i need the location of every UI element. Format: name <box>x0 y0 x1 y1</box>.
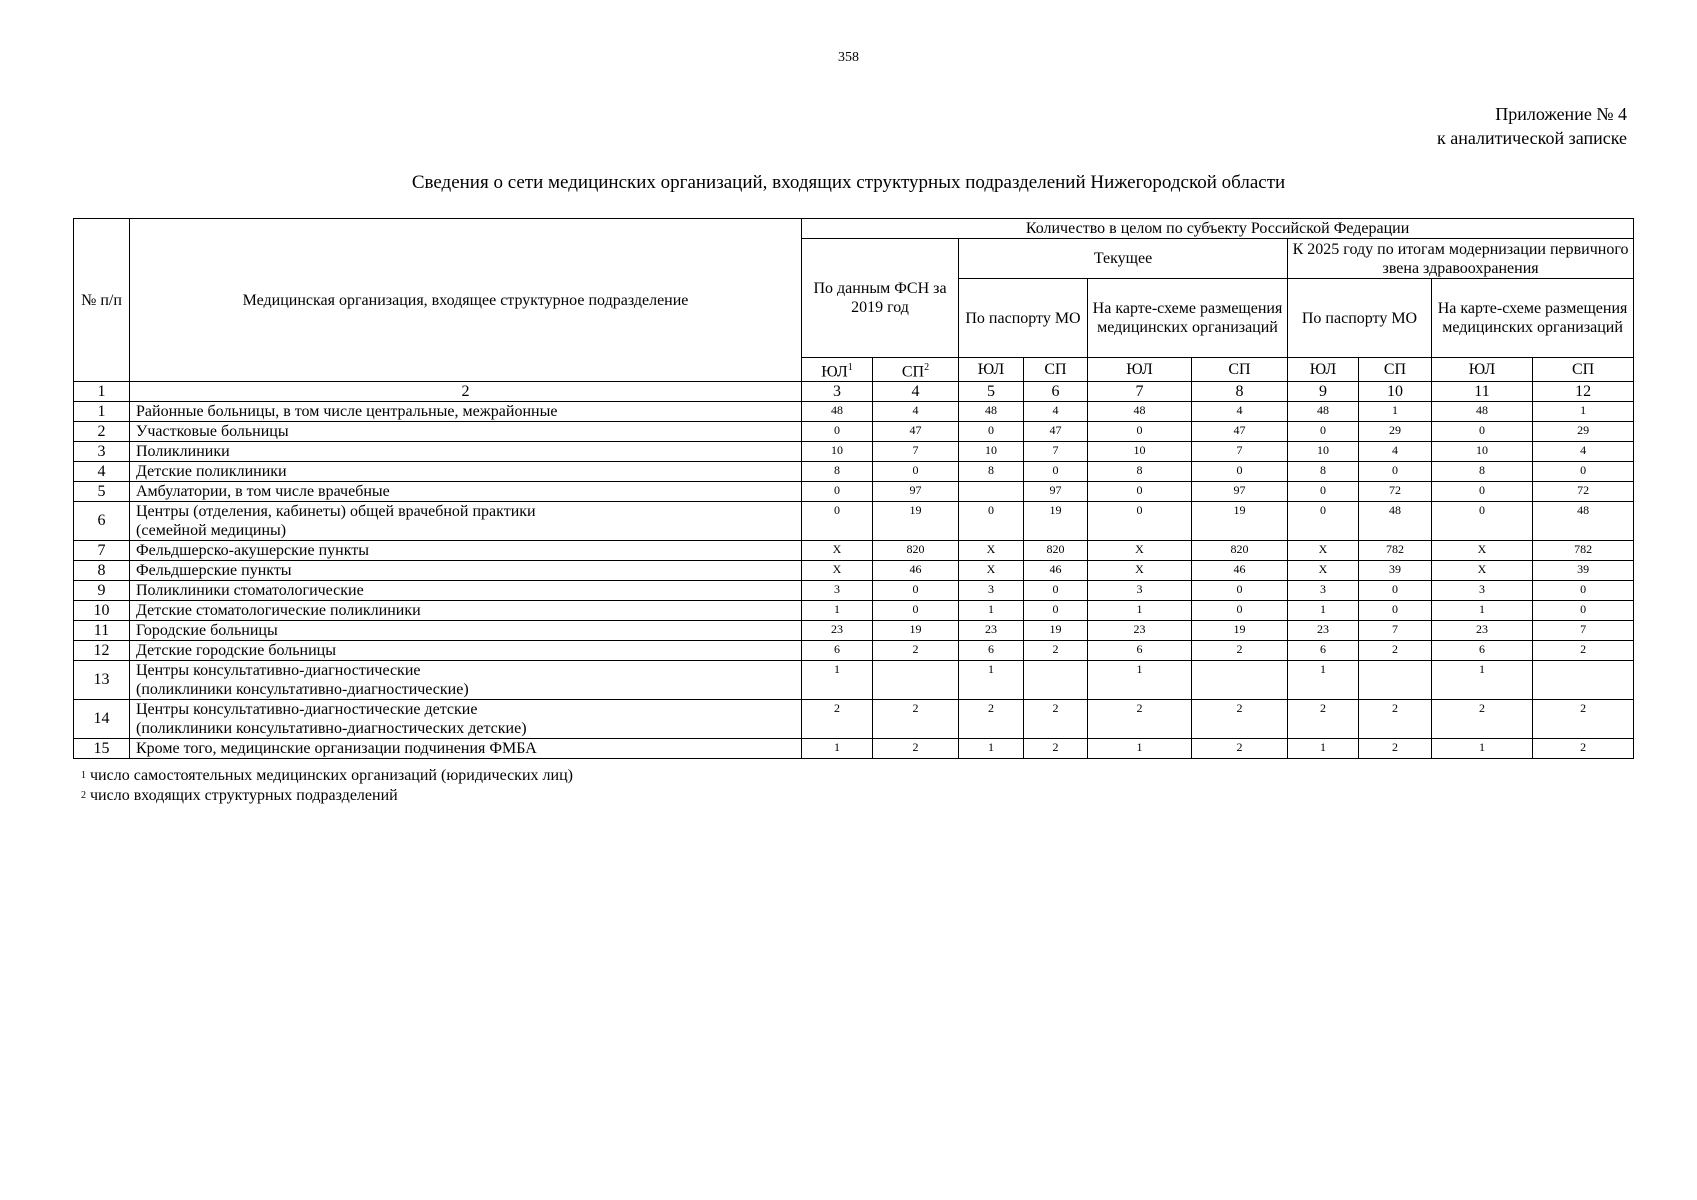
value-cell: 19 <box>1024 502 1088 541</box>
value-cell: 46 <box>873 561 959 581</box>
value-cell: 0 <box>1533 581 1634 601</box>
value-cell: 2 <box>1432 700 1533 739</box>
value-cell: 0 <box>1432 502 1533 541</box>
value-cell <box>1024 661 1088 700</box>
organization-name-line: (семейной медицины) <box>136 522 287 540</box>
column-index-cell: 5 <box>959 382 1024 402</box>
value-cell: 1 <box>959 739 1024 759</box>
value-cell: 2 <box>1024 641 1088 661</box>
value-cell: 23 <box>959 621 1024 641</box>
organization-name <box>130 462 802 482</box>
value-cell: 4 <box>1533 442 1634 462</box>
header-yul: ЮЛ <box>1288 358 1359 382</box>
value-cell: 2 <box>1359 641 1432 661</box>
value-cell: 3 <box>1288 581 1359 601</box>
value-cell: 0 <box>1359 581 1432 601</box>
organization-name-line: Поликлиники стоматологические <box>136 582 364 600</box>
value-cell: Х <box>1088 561 1192 581</box>
value-cell: 0 <box>1432 482 1533 502</box>
value-cell: 4 <box>873 402 959 422</box>
value-cell: 0 <box>873 601 959 621</box>
value-cell: 0 <box>802 422 873 442</box>
value-cell: 1 <box>959 601 1024 621</box>
header-passport-current: По паспорту МО <box>959 279 1088 358</box>
footnote-1: $^1$ число самостоятельных медицинских организаций (юридических лиц) <box>81 767 573 784</box>
value-cell: 1 <box>1288 601 1359 621</box>
value-cell: 1 <box>1432 601 1533 621</box>
value-cell: 0 <box>873 581 959 601</box>
value-cell: 2 <box>1359 700 1432 739</box>
value-cell: 39 <box>1533 561 1634 581</box>
value-cell <box>1533 661 1634 700</box>
value-cell: 0 <box>1288 502 1359 541</box>
value-cell <box>873 661 959 700</box>
value-cell: 6 <box>1088 641 1192 661</box>
organization-name <box>130 541 802 561</box>
value-cell: 72 <box>1359 482 1432 502</box>
value-cell: 0 <box>1192 462 1288 482</box>
value-cell: 47 <box>873 422 959 442</box>
value-cell: 48 <box>1088 402 1192 422</box>
table-row <box>74 661 1634 700</box>
header-sp: СП <box>1359 358 1432 382</box>
organization-name-line: Детские стоматологические поликлиники <box>136 602 421 620</box>
value-cell: 0 <box>1088 422 1192 442</box>
table-row <box>74 541 1634 561</box>
header-organization: Медицинская организация, входящее структурное подразделение <box>130 219 802 382</box>
value-cell: 2 <box>1192 739 1288 759</box>
value-cell: 0 <box>1359 601 1432 621</box>
value-cell: 7 <box>1192 442 1288 462</box>
value-cell: 19 <box>873 621 959 641</box>
header-sp: СП <box>1533 358 1634 382</box>
value-cell: 7 <box>1359 621 1432 641</box>
value-cell: 3 <box>1088 581 1192 601</box>
value-cell: 1 <box>1359 402 1432 422</box>
row-number: 9 <box>74 581 130 601</box>
value-cell: 1 <box>1088 739 1192 759</box>
value-cell: 2 <box>873 739 959 759</box>
column-index-cell: 9 <box>1288 382 1359 402</box>
value-cell: 1 <box>1432 739 1533 759</box>
value-cell <box>1359 661 1432 700</box>
value-cell: 6 <box>1288 641 1359 661</box>
value-cell: 48 <box>1288 402 1359 422</box>
organization-name <box>130 661 802 700</box>
header-map-2025: На карте-схеме размещения медицинских организаций <box>1432 279 1634 358</box>
organization-name-line: Городские больницы <box>136 622 278 640</box>
appendix-line-2: к аналитической записке <box>1437 128 1627 148</box>
header-yul: ЮЛ <box>959 358 1024 382</box>
value-cell: 6 <box>802 641 873 661</box>
value-cell: 4 <box>1024 402 1088 422</box>
value-cell: 29 <box>1359 422 1432 442</box>
page-number: 358 <box>838 50 859 65</box>
column-index-cell: 12 <box>1533 382 1634 402</box>
value-cell: Х <box>1432 541 1533 561</box>
row-number: 12 <box>74 641 130 661</box>
value-cell: 1 <box>1088 661 1192 700</box>
value-cell: 2 <box>1192 700 1288 739</box>
organization-name <box>130 482 802 502</box>
value-cell <box>959 482 1024 502</box>
value-cell: 10 <box>1288 442 1359 462</box>
organization-name-line: Кроме того, медицинские организации подчинения ФМБА <box>136 740 537 758</box>
value-cell: 48 <box>1533 502 1634 541</box>
row-number: 11 <box>74 621 130 641</box>
value-cell: 47 <box>1024 422 1088 442</box>
header-sp: СП <box>1192 358 1288 382</box>
organization-name <box>130 700 802 739</box>
value-cell: Х <box>802 561 873 581</box>
header-fsn-2019: По данным ФСН за 2019 год <box>802 239 959 358</box>
row-number: 6 <box>74 502 130 541</box>
footnotes <box>81 766 573 806</box>
value-cell: 2 <box>1359 739 1432 759</box>
value-cell: 2 <box>959 700 1024 739</box>
row-number: 7 <box>74 541 130 561</box>
value-cell: 23 <box>1432 621 1533 641</box>
column-index-cell: 2 <box>130 382 802 402</box>
row-number: 10 <box>74 601 130 621</box>
value-cell: 10 <box>802 442 873 462</box>
value-cell: 72 <box>1533 482 1634 502</box>
value-cell: 3 <box>959 581 1024 601</box>
header-total: Количество в целом по субъекту Российской Федерации <box>802 219 1634 239</box>
organization-name <box>130 442 802 462</box>
document-title: Сведения о сети медицинских организаций, входящих структурных подразделений Нижегородской области <box>411 172 1286 193</box>
table-row <box>74 581 1634 601</box>
organization-name <box>130 601 802 621</box>
value-cell: 7 <box>873 442 959 462</box>
value-cell: 0 <box>1192 581 1288 601</box>
table-row <box>74 422 1634 442</box>
value-cell: 8 <box>959 462 1024 482</box>
value-cell: 2 <box>1024 700 1088 739</box>
value-cell: 0 <box>1024 601 1088 621</box>
value-cell: 0 <box>1024 462 1088 482</box>
organization-name-line: Поликлиники <box>136 443 230 461</box>
value-cell: 0 <box>1288 482 1359 502</box>
table-row <box>74 402 1634 422</box>
value-cell: 48 <box>1432 402 1533 422</box>
column-index-cell: 11 <box>1432 382 1533 402</box>
value-cell: Х <box>1288 561 1359 581</box>
value-cell: 39 <box>1359 561 1432 581</box>
organization-name-line: Фельдшерские пункты <box>136 562 292 580</box>
organization-name <box>130 402 802 422</box>
value-cell: 19 <box>1024 621 1088 641</box>
column-index-cell: 1 <box>74 382 130 402</box>
value-cell: 1 <box>802 601 873 621</box>
value-cell: 820 <box>873 541 959 561</box>
footnote-ref-2: 2 <box>924 362 930 373</box>
table-row <box>74 641 1634 661</box>
value-cell: 0 <box>1533 462 1634 482</box>
value-cell: Х <box>1088 541 1192 561</box>
row-number: 1 <box>74 402 130 422</box>
table-row <box>74 621 1634 641</box>
value-cell: 10 <box>959 442 1024 462</box>
value-cell: 1 <box>1288 661 1359 700</box>
column-index-cell: 10 <box>1359 382 1432 402</box>
table-row <box>74 561 1634 581</box>
value-cell: 1 <box>802 661 873 700</box>
value-cell: 97 <box>873 482 959 502</box>
header-yul: $ЮЛ^1$ <box>802 358 873 382</box>
value-cell: 48 <box>959 402 1024 422</box>
header-passport-2025: По паспорту МО <box>1288 279 1432 358</box>
row-number: 13 <box>74 661 130 700</box>
organization-name <box>130 561 802 581</box>
value-cell: 10 <box>1088 442 1192 462</box>
value-cell: 0 <box>1192 601 1288 621</box>
value-cell: 7 <box>1533 621 1634 641</box>
value-cell: 6 <box>959 641 1024 661</box>
value-cell: 46 <box>1024 561 1088 581</box>
organization-name <box>130 502 802 541</box>
value-cell: 1 <box>1088 601 1192 621</box>
appendix-line-1: Приложение № 4 <box>1495 104 1627 124</box>
value-cell: 0 <box>1024 581 1088 601</box>
value-cell: 10 <box>1432 442 1533 462</box>
appendix-label <box>1437 102 1627 150</box>
value-cell: 97 <box>1024 482 1088 502</box>
value-cell: 2 <box>802 700 873 739</box>
value-cell: 782 <box>1359 541 1432 561</box>
value-cell: 0 <box>802 482 873 502</box>
table-body <box>74 382 1634 759</box>
value-cell: 8 <box>1088 462 1192 482</box>
value-cell: 1 <box>1288 739 1359 759</box>
organization-name <box>130 739 802 759</box>
footnote-2: $^2$ число входящих структурных подразделений <box>81 787 398 804</box>
value-cell: 1 <box>1432 661 1533 700</box>
organization-name-line: Фельдшерско-акушерские пункты <box>136 542 370 560</box>
column-index-row <box>74 382 1634 402</box>
column-index-cell: 6 <box>1024 382 1088 402</box>
value-cell: 47 <box>1192 422 1288 442</box>
value-cell: 23 <box>802 621 873 641</box>
value-cell: 29 <box>1533 422 1634 442</box>
header-yul: ЮЛ <box>1432 358 1533 382</box>
organization-name-line: (поликлиники консультативно-диагностические) <box>136 681 469 699</box>
medical-network-table <box>73 218 1634 759</box>
value-cell: 820 <box>1192 541 1288 561</box>
value-cell: 6 <box>1432 641 1533 661</box>
value-cell: 0 <box>1088 482 1192 502</box>
value-cell: 3 <box>802 581 873 601</box>
footnote-ref-1: 1 <box>847 362 853 373</box>
value-cell: 97 <box>1192 482 1288 502</box>
value-cell: 2 <box>1192 641 1288 661</box>
value-cell: 0 <box>1288 422 1359 442</box>
value-cell: 2 <box>1024 739 1088 759</box>
header-sp: СП <box>1024 358 1088 382</box>
value-cell: 2 <box>1533 641 1634 661</box>
organization-name-line: Детские городские больницы <box>136 642 336 660</box>
value-cell: 820 <box>1024 541 1088 561</box>
organization-name-line: Амбулатории, в том числе врачебные <box>136 483 390 501</box>
value-cell: Х <box>802 541 873 561</box>
value-cell: 48 <box>1359 502 1432 541</box>
value-cell: 1 <box>802 739 873 759</box>
table-row <box>74 482 1634 502</box>
value-cell: 23 <box>1088 621 1192 641</box>
value-cell: 2 <box>1088 700 1192 739</box>
row-number: 15 <box>74 739 130 759</box>
value-cell: 0 <box>959 422 1024 442</box>
table-row <box>74 502 1634 541</box>
value-cell: 0 <box>1533 601 1634 621</box>
organization-name-line: Центры (отделения, кабинеты) общей врачебной практики <box>136 503 536 521</box>
row-number: 5 <box>74 482 130 502</box>
value-cell: 0 <box>1432 422 1533 442</box>
row-number: 3 <box>74 442 130 462</box>
table-row <box>74 442 1634 462</box>
header-num: № п/п <box>74 219 130 382</box>
value-cell: 1 <box>1533 402 1634 422</box>
header-map-current: На карте-схеме размещения медицинских организаций <box>1088 279 1288 358</box>
value-cell: 0 <box>802 502 873 541</box>
organization-name-line: Районные больницы, в том числе центральные, межрайонные <box>136 403 558 421</box>
value-cell: 4 <box>1359 442 1432 462</box>
value-cell: Х <box>1432 561 1533 581</box>
value-cell: 8 <box>802 462 873 482</box>
value-cell: 0 <box>1359 462 1432 482</box>
value-cell: 2 <box>1533 700 1634 739</box>
row-number: 4 <box>74 462 130 482</box>
value-cell: 46 <box>1192 561 1288 581</box>
value-cell: 19 <box>873 502 959 541</box>
value-cell: Х <box>959 561 1024 581</box>
value-cell: 4 <box>1192 402 1288 422</box>
header-2025: К 2025 году по итогам модернизации первичного звена здравоохранения <box>1288 239 1634 279</box>
column-index-cell: 3 <box>802 382 873 402</box>
header-current: Текущее <box>959 239 1288 279</box>
organization-name <box>130 422 802 442</box>
organization-name-line: Центры консультативно-диагностические <box>136 662 421 680</box>
value-cell: 8 <box>1288 462 1359 482</box>
header-yul: ЮЛ <box>1088 358 1192 382</box>
value-cell: 19 <box>1192 621 1288 641</box>
organization-name-line: Центры консультативно-диагностические детские <box>136 701 478 719</box>
column-index-cell: 7 <box>1088 382 1192 402</box>
value-cell: 2 <box>1288 700 1359 739</box>
value-cell: 7 <box>1024 442 1088 462</box>
table-row <box>74 462 1634 482</box>
row-number: 14 <box>74 700 130 739</box>
column-index-cell: 4 <box>873 382 959 402</box>
value-cell: 2 <box>873 700 959 739</box>
value-cell: 23 <box>1288 621 1359 641</box>
value-cell: 19 <box>1192 502 1288 541</box>
table-row <box>74 700 1634 739</box>
column-index-cell: 8 <box>1192 382 1288 402</box>
value-cell: 0 <box>873 462 959 482</box>
table-row <box>74 739 1634 759</box>
value-cell: 3 <box>1432 581 1533 601</box>
row-number: 8 <box>74 561 130 581</box>
value-cell: 2 <box>1533 739 1634 759</box>
value-cell: 48 <box>802 402 873 422</box>
organization-name-line: Детские поликлиники <box>136 463 287 481</box>
value-cell: 0 <box>1088 502 1192 541</box>
organization-name <box>130 621 802 641</box>
organization-name-line: Участковые больницы <box>136 423 289 441</box>
organization-name <box>130 581 802 601</box>
value-cell: 0 <box>959 502 1024 541</box>
value-cell: Х <box>959 541 1024 561</box>
organization-name-line: (поликлиники консультативно-диагностических детские) <box>136 720 527 738</box>
row-number: 2 <box>74 422 130 442</box>
value-cell: 782 <box>1533 541 1634 561</box>
value-cell <box>1192 661 1288 700</box>
value-cell: 8 <box>1432 462 1533 482</box>
header-sp: $СП^2$ <box>873 358 959 382</box>
table-row <box>74 601 1634 621</box>
value-cell: Х <box>1288 541 1359 561</box>
value-cell: 2 <box>873 641 959 661</box>
organization-name <box>130 641 802 661</box>
value-cell: 1 <box>959 661 1024 700</box>
